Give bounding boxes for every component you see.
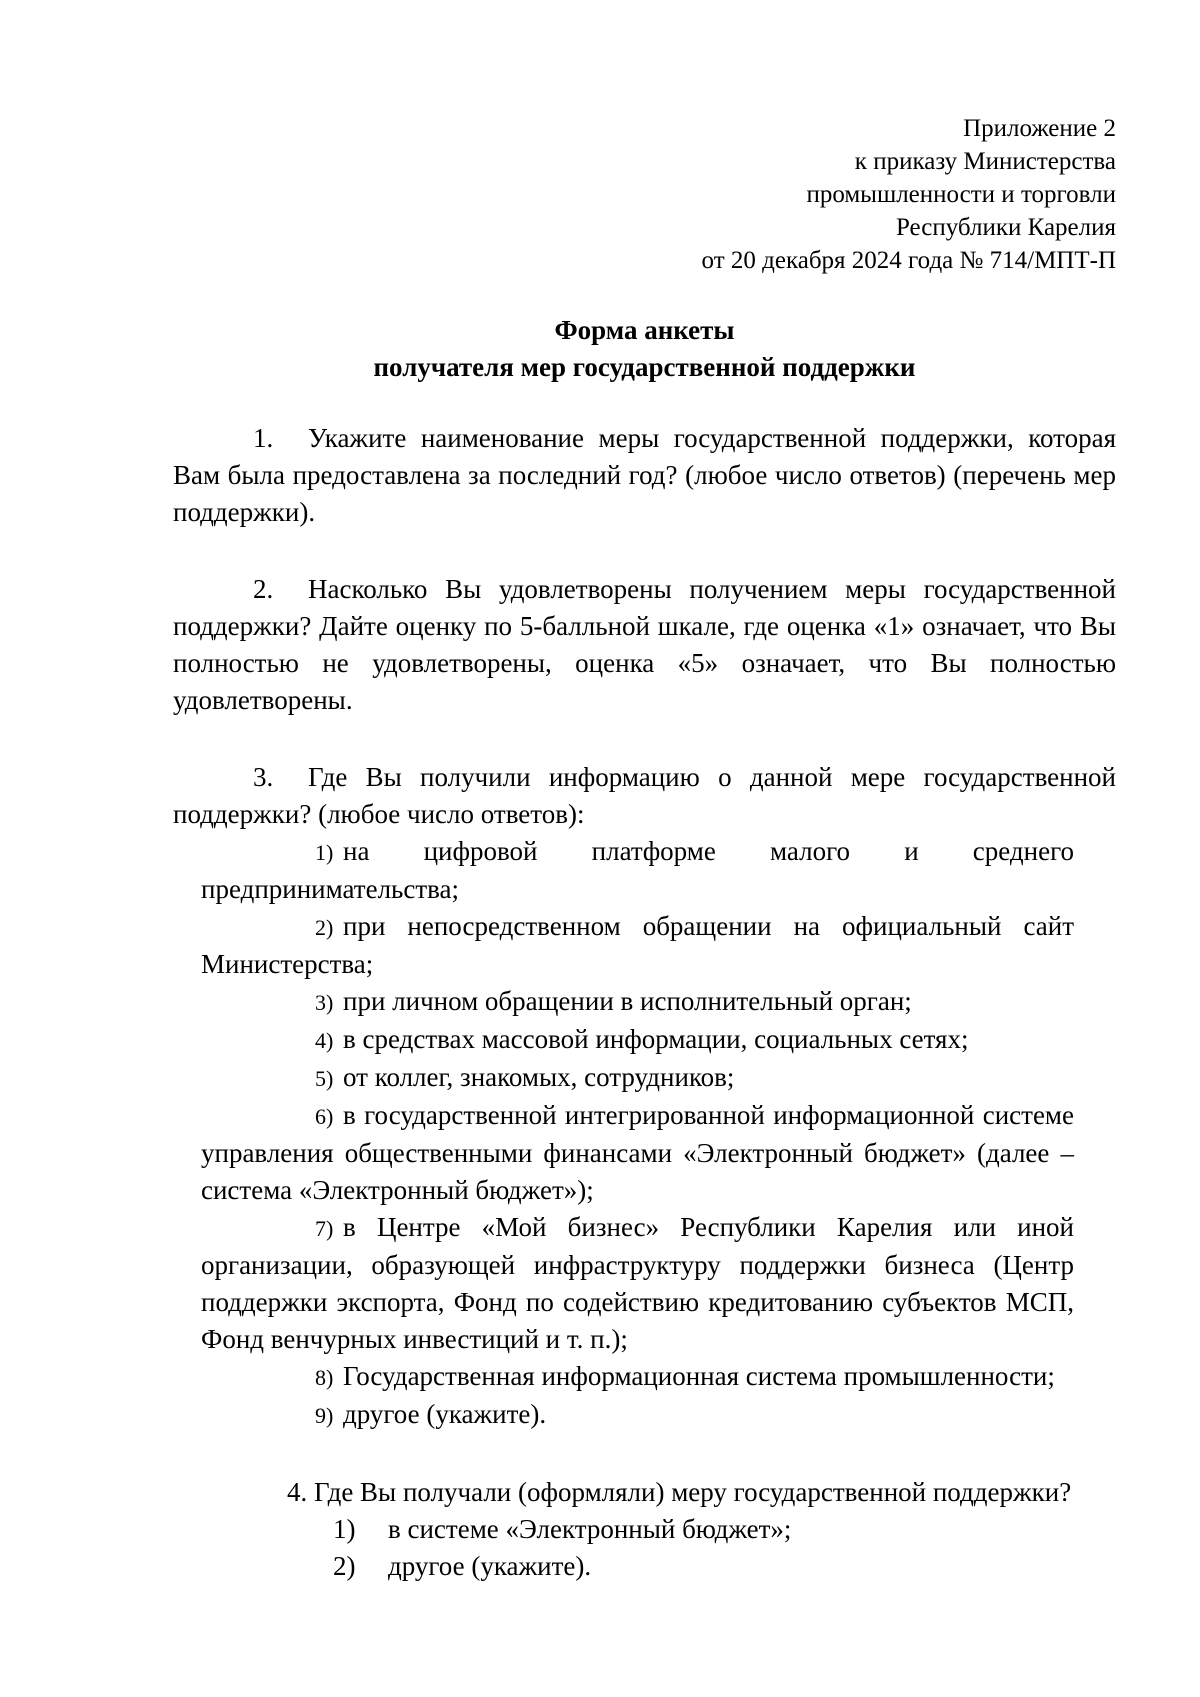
question-3-options xyxy=(201,833,1074,1434)
list-item xyxy=(201,1059,1074,1097)
option-text: при личном обращении в исполнительный орган; xyxy=(343,986,912,1016)
option-text: Государственная информационная система промышленности; xyxy=(343,1361,1055,1391)
list-item xyxy=(201,1209,1074,1358)
title-line-1: Форма анкеты xyxy=(554,315,735,345)
option-number: 5) xyxy=(315,1066,334,1091)
list-item xyxy=(201,1021,1074,1059)
list-item xyxy=(201,1097,1074,1209)
question-4 xyxy=(173,1474,1116,1511)
list-item xyxy=(333,1511,1116,1548)
document-title xyxy=(0,312,1200,386)
question-number: 2. xyxy=(253,574,274,604)
question-3 xyxy=(173,759,1116,833)
question-text: Насколько Вы удовлетворены получением меры государственной поддержки? Дайте оценку по 5-балльной шкале, где оценка «1» означает, что Вы полностью не удовлетворены, оценка «5» означает, что Вы полностью удовлетворены. xyxy=(173,574,1116,715)
question-2 xyxy=(173,571,1116,719)
appendix-header xyxy=(702,112,1116,277)
option-text: другое (укажите). xyxy=(388,1551,592,1581)
option-text: при непосредственном обращении на официальный сайт Министерства; xyxy=(201,911,1074,979)
appendix-line: к приказу Министерства xyxy=(854,148,1116,175)
list-item xyxy=(201,1358,1074,1396)
question-number: 1. xyxy=(253,423,274,453)
option-text: другое (укажите). xyxy=(343,1399,547,1429)
option-number: 6) xyxy=(315,1104,334,1129)
option-text: в государственной интегрированной информационной системе управления общественными финансами «Электронный бюджет» (далее – система «Электронный бюджет»); xyxy=(201,1100,1074,1205)
option-number: 1) xyxy=(333,1514,356,1544)
question-text: Где Вы получали (оформляли) меру государственной поддержки? xyxy=(314,1477,1072,1507)
option-number: 9) xyxy=(315,1403,334,1428)
option-number: 4) xyxy=(315,1028,334,1053)
list-item xyxy=(201,983,1074,1021)
questionnaire-body xyxy=(173,420,1116,1585)
option-number: 1) xyxy=(315,840,334,865)
option-text: на цифровой платформе малого и среднего предпринимательства; xyxy=(201,836,1074,904)
question-text: Укажите наименование меры государственной поддержки, которая Вам была предоставлена за последний год? (любое число ответов) (перечень мер поддержки). xyxy=(173,423,1116,527)
question-number: 3. xyxy=(253,762,274,792)
option-text: в системе «Электронный бюджет»; xyxy=(388,1514,792,1544)
appendix-line: Республики Карелия xyxy=(895,214,1116,241)
option-number: 2) xyxy=(333,1551,356,1581)
appendix-line: Приложение 2 xyxy=(963,115,1116,142)
appendix-line: промышленности и торговли xyxy=(806,181,1116,208)
question-number: 4. xyxy=(287,1477,308,1507)
list-item xyxy=(201,908,1074,983)
option-number: 7) xyxy=(315,1216,334,1241)
appendix-line: от 20 декабря 2024 года № 714/МПТ-П xyxy=(701,247,1116,274)
list-item xyxy=(201,833,1074,908)
option-text: в Центре «Мой бизнес» Республики Карелия или иной организации, образующей инфраструктуру поддержки бизнеса (Центр поддержки экспорта, Фонд по содействию кредитованию субъектов МСП, Фонд венчурных инвестиций и т. п.); xyxy=(201,1212,1074,1354)
option-text: в средствах массовой информации, социальных сетях; xyxy=(343,1024,969,1054)
question-text: Где Вы получили информацию о данной мере государственной поддержки? (любое число ответов): xyxy=(173,762,1116,829)
option-number: 2) xyxy=(315,915,334,940)
question-1 xyxy=(173,420,1116,531)
option-number: 8) xyxy=(315,1365,334,1390)
list-item xyxy=(201,1396,1074,1434)
title-line-2: получателя мер государственной поддержки xyxy=(373,352,916,382)
list-item xyxy=(333,1548,1116,1585)
option-text: от коллег, знакомых, сотрудников; xyxy=(343,1062,735,1092)
question-4-options xyxy=(173,1511,1116,1585)
option-number: 3) xyxy=(315,990,334,1015)
